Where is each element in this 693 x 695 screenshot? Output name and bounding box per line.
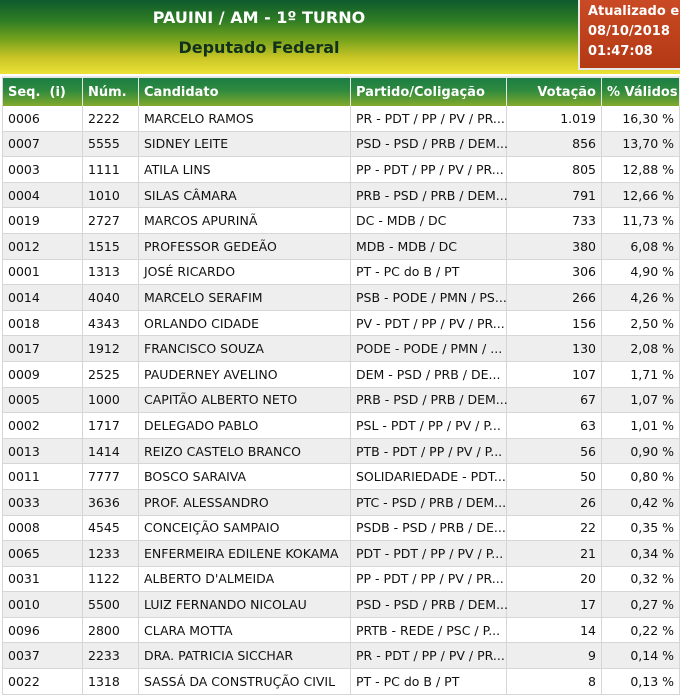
table-row[interactable]: [2, 183, 680, 209]
updated-time: 01:47:08: [588, 44, 653, 59]
table-row[interactable]: [2, 490, 680, 516]
cell-candidato: JOSÉ RICARDO: [139, 260, 351, 286]
info-icon[interactable]: (i): [49, 84, 66, 100]
cell-partido: PRB - PSD / PRB / DEM...: [351, 388, 507, 414]
cell-partido: PSD - PSD / PRB / DEM...: [351, 592, 507, 618]
cell-num: 4343: [83, 311, 139, 337]
cell-partido: PSL - PDT / PP / PV / P...: [351, 413, 507, 439]
table-row[interactable]: [2, 106, 680, 132]
cell-votacao: 8: [507, 669, 602, 695]
table-row[interactable]: [2, 336, 680, 362]
cell-partido: PV - PDT / PP / PV / PR...: [351, 311, 507, 337]
cell-validos: 0,34 %: [602, 541, 680, 567]
cell-seq: 0014: [2, 285, 83, 311]
cell-seq: 0013: [2, 439, 83, 465]
cell-candidato: PROFESSOR GEDEÃO: [139, 234, 351, 260]
cell-num: 1122: [83, 567, 139, 593]
cell-candidato: LUIZ FERNANDO NICOLAU: [139, 592, 351, 618]
cell-num: 2222: [83, 106, 139, 132]
cell-partido: PSB - PODE / PMN / PS...: [351, 285, 507, 311]
cell-seq: 0009: [2, 362, 83, 388]
cell-validos: 13,70 %: [602, 132, 680, 158]
cell-votacao: 14: [507, 618, 602, 644]
table-row[interactable]: [2, 132, 680, 158]
column-header-validos[interactable]: % Válidos: [602, 76, 680, 106]
cell-candidato: CLARA MOTTA: [139, 618, 351, 644]
cell-candidato: MARCOS APURINÃ: [139, 208, 351, 234]
column-header-candidato[interactable]: Candidato: [139, 76, 351, 106]
cell-num: 1515: [83, 234, 139, 260]
cell-partido: PSD - PSD / PRB / DEM...: [351, 132, 507, 158]
cell-votacao: 50: [507, 464, 602, 490]
cell-seq: 0003: [2, 157, 83, 183]
cell-validos: 12,66 %: [602, 183, 680, 209]
cell-validos: 0,32 %: [602, 567, 680, 593]
cell-seq: 0019: [2, 208, 83, 234]
cell-seq: 0001: [2, 260, 83, 286]
cell-seq: 0012: [2, 234, 83, 260]
cell-partido: PRTB - REDE / PSC / P...: [351, 618, 507, 644]
table-row[interactable]: [2, 260, 680, 286]
updated-label: Atualizado em: [588, 4, 693, 19]
cell-validos: 2,50 %: [602, 311, 680, 337]
table-row[interactable]: [2, 516, 680, 542]
cell-num: 1318: [83, 669, 139, 695]
cell-validos: 1,01 %: [602, 413, 680, 439]
cell-validos: 11,73 %: [602, 208, 680, 234]
cell-votacao: 107: [507, 362, 602, 388]
cell-seq: 0065: [2, 541, 83, 567]
cell-partido: PP - PDT / PP / PV / PR...: [351, 567, 507, 593]
table-row[interactable]: [2, 464, 680, 490]
cell-validos: 6,08 %: [602, 234, 680, 260]
cell-candidato: PROF. ALESSANDRO: [139, 490, 351, 516]
column-header-seq[interactable]: Seq. (i): [2, 76, 83, 106]
cell-candidato: ALBERTO D'ALMEIDA: [139, 567, 351, 593]
updated-timestamp-box: [578, 0, 693, 70]
cell-candidato: REIZO CASTELO BRANCO: [139, 439, 351, 465]
cell-candidato: DELEGADO PABLO: [139, 413, 351, 439]
cell-candidato: DRA. PATRICIA SICCHAR: [139, 643, 351, 669]
cell-partido: PDT - PDT / PP / PV / P...: [351, 541, 507, 567]
cell-seq: 0017: [2, 336, 83, 362]
cell-partido: PODE - PODE / PMN / ...: [351, 336, 507, 362]
cell-partido: PP - PDT / PP / PV / PR...: [351, 157, 507, 183]
cell-num: 7777: [83, 464, 139, 490]
cell-validos: 0,27 %: [602, 592, 680, 618]
table-row[interactable]: [2, 541, 680, 567]
table-row[interactable]: [2, 618, 680, 644]
cell-validos: 1,07 %: [602, 388, 680, 414]
cell-validos: 0,35 %: [602, 516, 680, 542]
cell-num: 4040: [83, 285, 139, 311]
cell-num: 1313: [83, 260, 139, 286]
cell-partido: PR - PDT / PP / PV / PR...: [351, 106, 507, 132]
cell-candidato: FRANCISCO SOUZA: [139, 336, 351, 362]
cell-votacao: 63: [507, 413, 602, 439]
cell-candidato: CAPITÃO ALBERTO NETO: [139, 388, 351, 414]
cell-partido: PTB - PDT / PP / PV / P...: [351, 439, 507, 465]
cell-num: 1010: [83, 183, 139, 209]
office-subtitle: Deputado Federal: [178, 38, 340, 57]
column-header-votacao[interactable]: Votação: [507, 76, 602, 106]
cell-seq: 0037: [2, 643, 83, 669]
cell-candidato: PAUDERNEY AVELINO: [139, 362, 351, 388]
table-row[interactable]: [2, 157, 680, 183]
table-body: [2, 106, 680, 695]
cell-votacao: 156: [507, 311, 602, 337]
table-row[interactable]: [2, 208, 680, 234]
cell-seq: 0096: [2, 618, 83, 644]
cell-candidato: MARCELO SERAFIM: [139, 285, 351, 311]
cell-votacao: 805: [507, 157, 602, 183]
cell-votacao: 791: [507, 183, 602, 209]
cell-votacao: 56: [507, 439, 602, 465]
cell-num: 1414: [83, 439, 139, 465]
cell-seq: 0010: [2, 592, 83, 618]
table-row[interactable]: [2, 234, 680, 260]
table-row[interactable]: [2, 669, 680, 695]
cell-num: 1111: [83, 157, 139, 183]
cell-seq: 0018: [2, 311, 83, 337]
table-row[interactable]: [2, 285, 680, 311]
cell-partido: PSDB - PSD / PRB / DE...: [351, 516, 507, 542]
cell-seq: 0006: [2, 106, 83, 132]
table-row[interactable]: [2, 592, 680, 618]
table-row[interactable]: [2, 311, 680, 337]
cell-partido: PRB - PSD / PRB / DEM...: [351, 183, 507, 209]
cell-validos: 0,90 %: [602, 439, 680, 465]
cell-votacao: 856: [507, 132, 602, 158]
cell-num: 4545: [83, 516, 139, 542]
cell-candidato: MARCELO RAMOS: [139, 106, 351, 132]
cell-seq: 0011: [2, 464, 83, 490]
cell-validos: 0,13 %: [602, 669, 680, 695]
cell-candidato: SILAS CÂMARA: [139, 183, 351, 209]
table-row[interactable]: [2, 362, 680, 388]
cell-seq: 0004: [2, 183, 83, 209]
cell-num: 1717: [83, 413, 139, 439]
cell-candidato: ORLANDO CIDADE: [139, 311, 351, 337]
cell-validos: 1,71 %: [602, 362, 680, 388]
cell-seq: 0002: [2, 413, 83, 439]
cell-votacao: 17: [507, 592, 602, 618]
cell-num: 3636: [83, 490, 139, 516]
cell-validos: 4,90 %: [602, 260, 680, 286]
cell-votacao: 306: [507, 260, 602, 286]
cell-num: 5500: [83, 592, 139, 618]
cell-votacao: 130: [507, 336, 602, 362]
page-title: PAUINI / AM - 1º TURNO: [152, 8, 366, 27]
cell-candidato: BOSCO SARAIVA: [139, 464, 351, 490]
results-table: [2, 76, 680, 695]
results-table-container: [2, 76, 680, 694]
cell-seq: 0007: [2, 132, 83, 158]
cell-votacao: 22: [507, 516, 602, 542]
cell-votacao: 20: [507, 567, 602, 593]
table-header-row: [2, 76, 680, 106]
cell-validos: 0,42 %: [602, 490, 680, 516]
cell-num: 2525: [83, 362, 139, 388]
table-row[interactable]: [2, 567, 680, 593]
cell-candidato: ENFERMEIRA EDILENE KOKAMA: [139, 541, 351, 567]
cell-votacao: 266: [507, 285, 602, 311]
cell-partido: DC - MDB / DC: [351, 208, 507, 234]
cell-num: 1000: [83, 388, 139, 414]
table-row[interactable]: [2, 388, 680, 414]
cell-partido: PT - PC do B / PT: [351, 260, 507, 286]
table-row[interactable]: [2, 643, 680, 669]
cell-votacao: 1.019: [507, 106, 602, 132]
cell-num: 2233: [83, 643, 139, 669]
cell-validos: 0,14 %: [602, 643, 680, 669]
table-row[interactable]: [2, 439, 680, 465]
cell-seq: 0022: [2, 669, 83, 695]
cell-candidato: ATILA LINS: [139, 157, 351, 183]
cell-validos: 0,22 %: [602, 618, 680, 644]
column-header-num[interactable]: Núm.: [83, 76, 139, 106]
table-row[interactable]: [2, 413, 680, 439]
cell-validos: 12,88 %: [602, 157, 680, 183]
cell-votacao: 380: [507, 234, 602, 260]
cell-votacao: 9: [507, 643, 602, 669]
cell-validos: 0,80 %: [602, 464, 680, 490]
cell-votacao: 67: [507, 388, 602, 414]
cell-seq: 0005: [2, 388, 83, 414]
cell-seq: 0033: [2, 490, 83, 516]
cell-num: 1233: [83, 541, 139, 567]
cell-num: 2727: [83, 208, 139, 234]
cell-seq: 0008: [2, 516, 83, 542]
cell-candidato: CONCEIÇÃO SAMPAIO: [139, 516, 351, 542]
cell-partido: PR - PDT / PP / PV / PR...: [351, 643, 507, 669]
cell-num: 5555: [83, 132, 139, 158]
cell-num: 1912: [83, 336, 139, 362]
cell-num: 2800: [83, 618, 139, 644]
cell-validos: 4,26 %: [602, 285, 680, 311]
cell-partido: PTC - PSD / PRB / DEM...: [351, 490, 507, 516]
cell-validos: 2,08 %: [602, 336, 680, 362]
cell-votacao: 733: [507, 208, 602, 234]
cell-votacao: 21: [507, 541, 602, 567]
cell-partido: PT - PC do B / PT: [351, 669, 507, 695]
cell-candidato: SIDNEY LEITE: [139, 132, 351, 158]
cell-seq: 0031: [2, 567, 83, 593]
cell-partido: MDB - MDB / DC: [351, 234, 507, 260]
cell-validos: 16,30 %: [602, 106, 680, 132]
cell-candidato: SASSÁ DA CONSTRUÇÃO CIVIL: [139, 669, 351, 695]
column-header-partido[interactable]: Partido/Coligação: [351, 76, 507, 106]
cell-votacao: 26: [507, 490, 602, 516]
cell-partido: SOLIDARIEDADE - PDT...: [351, 464, 507, 490]
cell-partido: DEM - PSD / PRB / DE...: [351, 362, 507, 388]
updated-date: 08/10/2018: [588, 24, 670, 39]
